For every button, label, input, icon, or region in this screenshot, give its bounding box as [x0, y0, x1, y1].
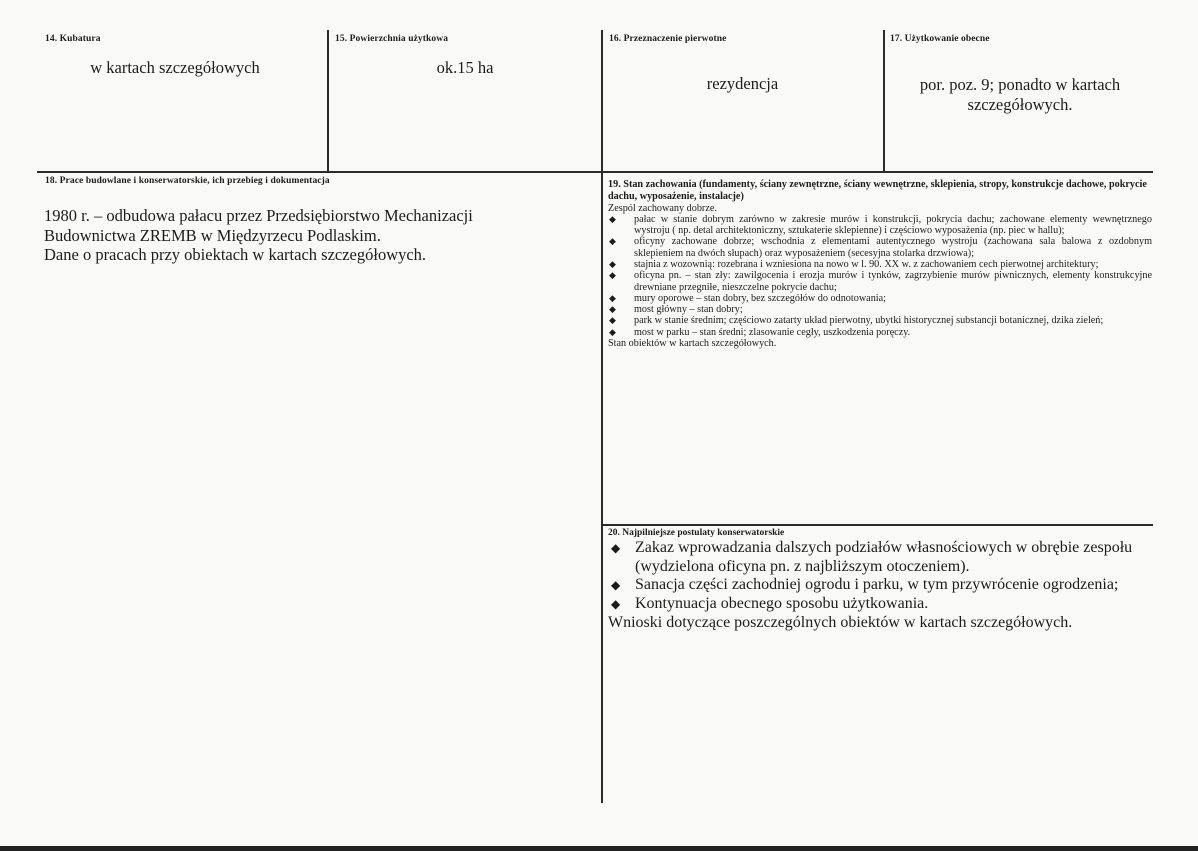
divider-14-15 — [327, 30, 329, 172]
list-item-text: oficyna pn. – stan zły: zawilgocenia i erozja murów i tynków, zagrzybienie murów piwnicznych, elementy konstrukcyjne drewniane przegniłe, nieszczelne pokrycie dachu; — [634, 270, 1152, 293]
field-18-content — [44, 206, 584, 265]
field-14-value: w kartach szczegółowych — [90, 58, 260, 77]
field-18-label: 18. Prace budowlane i konserwatorskie, ich przebieg i dokumentacja — [45, 176, 330, 186]
bullet-icon: ◆ — [609, 236, 616, 247]
list-item-text: oficyny zachowane dobrze; wschodnia z elementami autentycznego wystroju (zachowana sala balowa z ozdobnym sklepieniem na dwóch słupach) oraz wyposażeniem (secesyjna stolarka drzwiowa); — [634, 236, 1152, 259]
row-divider-20 — [603, 524, 1153, 526]
field-16-label: 16. Przeznaczenie pierwotne — [609, 34, 727, 44]
bullet-icon: ◆ — [609, 292, 616, 303]
list-item — [608, 293, 1152, 304]
list-item — [608, 214, 1152, 237]
list-item — [608, 595, 1152, 614]
field-15-label: 15. Powierzchnia użytkowa — [335, 34, 449, 44]
divider-15-16 — [601, 30, 603, 803]
bullet-icon: ◆ — [611, 596, 621, 611]
bullet-icon: ◆ — [609, 270, 616, 281]
bullet-icon: ◆ — [609, 326, 616, 337]
list-item — [608, 304, 1152, 315]
bullet-icon: ◆ — [609, 315, 616, 326]
list-item-text: Sanacja części zachodniej ogrodu i parku, w tym przywrócenie ogrodzenia; — [635, 576, 1119, 593]
field-19-list — [608, 214, 1152, 338]
list-item-text: most w parku – stan średni; zlasowanie cegły, uszkodzenia poręczy. — [634, 326, 911, 338]
field-19-outro: Stan obiektów w kartach szczegółowych. — [608, 338, 777, 350]
field-19-intro: Zespól zachowany dobrze. — [608, 202, 717, 214]
field-20-label: 20. Najpilniejsze postulaty konserwatorskie — [608, 528, 785, 538]
list-item — [608, 270, 1152, 293]
row-divider-top — [37, 171, 1153, 173]
list-item-text: park w stanie średnim; częściowo zatarty układ pierwotny, ubytki historycznej substancji botanicznej, dzika zieleń; — [634, 315, 1104, 327]
list-item — [608, 576, 1152, 595]
divider-16-17 — [883, 30, 885, 172]
list-item-text: stajnia z wozownią: rozebrana i wzniesiona na nowo w l. 90. XX w. z zachowaniem cech pierwotnej architektury; — [634, 258, 1099, 270]
scan-edge — [0, 846, 1198, 851]
field-17-value: por. poz. 9; ponadto w kartach szczegółowych. — [919, 75, 1121, 114]
list-item — [608, 315, 1152, 326]
list-item — [608, 539, 1152, 576]
field-19-label: 19. Stan zachowania (fundamenty, ściany zewnętrzne, ściany wewnętrzne, sklepienia, stropy, konstrukcje dachowe, pokrycie dachu, wyposażenie, instalacje) — [608, 179, 1147, 202]
field-16-value: rezydencja — [706, 74, 779, 93]
list-item — [608, 259, 1152, 270]
bullet-icon: ◆ — [611, 541, 621, 555]
list-item-text: Zakaz wprowadzania dalszych podziałów własnościowych w obrębie zespołu (wydzielona oficyna pn. z najbliższym otoczeniem). — [635, 539, 1133, 575]
list-item-text: mury oporowe – stan dobry, bez szczegółów do odnotowania; — [634, 292, 886, 304]
bullet-icon: ◆ — [611, 578, 621, 592]
list-item-text: most główny – stan dobry; — [634, 304, 743, 316]
list-item-text: Kontynuacja obecnego sposobu użytkowania. — [635, 594, 929, 612]
bullet-icon: ◆ — [609, 304, 616, 315]
list-item — [608, 327, 1152, 338]
field-20-outro: Wnioski dotyczące poszczególnych obiektów w kartach szczegółowych. — [608, 614, 1073, 631]
field-20-list — [608, 539, 1152, 613]
bullet-icon: ◆ — [609, 258, 616, 269]
field-18-line: Budownictwa ZREMB w Międzyrzecu Podlaskim. — [44, 225, 381, 245]
list-item — [608, 236, 1152, 259]
bullet-icon: ◆ — [609, 213, 616, 224]
list-item-text: pałac w stanie dobrym zarówno w zakresie murów i konstrukcji, pokrycia dachu; zachowane elementy wewnętrznego wystroju ( np. detal architektoniczny, sztukaterie sklepienne) i częściowo wyposażenia (np. piec w hallu); — [634, 213, 1152, 237]
field-17-label: 17. Użytkowanie obecne — [890, 34, 990, 44]
field-18-line: Dane o pracach przy obiektach w kartach szczegółowych. — [44, 245, 427, 264]
field-20-section — [608, 527, 1152, 632]
field-15-value: ok.15 ha — [436, 58, 494, 77]
field-19-section — [608, 179, 1152, 349]
field-18-line: 1980 r. – odbudowa pałacu przez Przedsiębiorstwo Mechanizacji — [44, 206, 473, 225]
field-14-label: 14. Kubatura — [45, 34, 101, 44]
